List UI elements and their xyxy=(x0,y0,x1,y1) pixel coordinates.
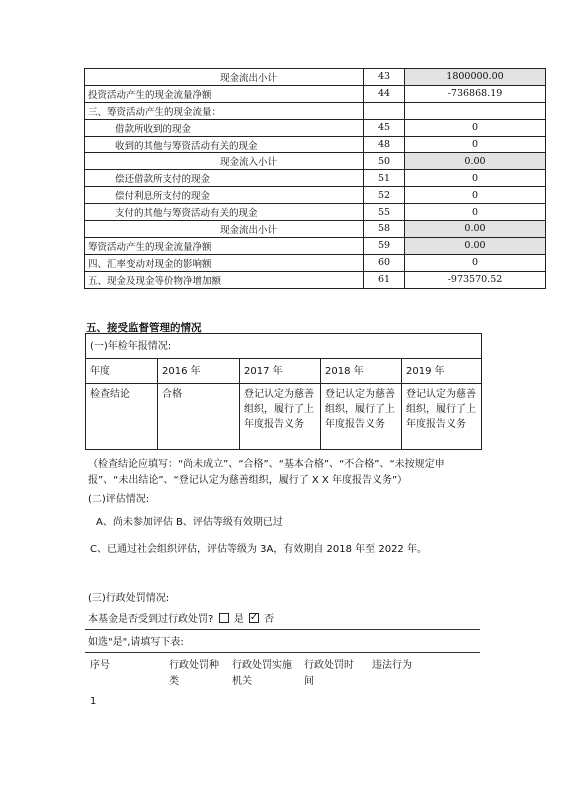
cashflow-line-number: 43 xyxy=(364,69,405,86)
cashflow-row xyxy=(85,136,546,153)
annual-header-year: 年度 xyxy=(86,359,158,384)
cashflow-row xyxy=(85,69,546,86)
cashflow-line-number: 59 xyxy=(364,237,405,254)
annual-result-2019: 登记认定为慈善组织，履行了上年度报告义务 xyxy=(402,384,482,450)
cashflow-item-label: 收到的其他与筹资活动有关的现金 xyxy=(85,136,364,153)
cashflow-row xyxy=(85,187,546,204)
no-checkbox[interactable] xyxy=(249,613,259,623)
cashflow-line-number: 58 xyxy=(364,221,405,238)
penalty-question: 本基金是否受到过行政处罚? xyxy=(88,614,214,625)
evaluation-options-ab: A、尚未参加评估 B、评估等级有效期已过 xyxy=(96,517,283,528)
cashflow-line-number: 44 xyxy=(364,85,405,102)
penalty-question-line xyxy=(88,612,274,628)
cashflow-row xyxy=(85,85,546,102)
page-number: 1 xyxy=(90,696,97,707)
cashflow-amount: -973570.52 xyxy=(405,271,546,288)
annual-header-2016: 2016 年 xyxy=(158,359,240,384)
penalty-col-authority: 行政处罚实施机关 xyxy=(232,660,292,687)
annual-result-2016: 合格 xyxy=(158,384,240,450)
cashflow-row xyxy=(85,204,546,221)
cashflow-row xyxy=(85,221,546,238)
cashflow-item-label: 筹资活动产生的现金流量净额 xyxy=(85,237,364,254)
cashflow-table xyxy=(84,68,546,289)
cashflow-line-number: 60 xyxy=(364,254,405,271)
cashflow-line-number: 50 xyxy=(364,153,405,170)
cashflow-line-number: 45 xyxy=(364,119,405,136)
cashflow-amount: 0 xyxy=(405,254,546,271)
divider xyxy=(85,652,480,653)
annual-result-2017: 登记认定为慈善组织，履行了上年度报告义务 xyxy=(240,384,321,450)
penalty-col-type: 行政处罚种类 xyxy=(169,660,219,687)
cashflow-amount: 0.00 xyxy=(405,153,546,170)
cashflow-amount: 0 xyxy=(405,204,546,221)
no-label: 否 xyxy=(264,614,275,625)
cashflow-item-label: 偿还借款所支付的现金 xyxy=(85,170,364,187)
annual-result-2018: 登记认定为慈善组织，履行了上年度报告义务 xyxy=(321,384,402,450)
cashflow-row xyxy=(85,254,546,271)
cashflow-amount: 0 xyxy=(405,119,546,136)
cashflow-row xyxy=(85,119,546,136)
annual-inspection-table xyxy=(85,333,482,450)
cashflow-line-number: 55 xyxy=(364,204,405,221)
cashflow-item-label: 偿付利息所支付的现金 xyxy=(85,187,364,204)
penalty-col-index: 序号 xyxy=(90,660,110,671)
cashflow-amount: 0.00 xyxy=(405,237,546,254)
cashflow-item-label: 投资活动产生的现金流量净额 xyxy=(85,85,364,102)
cashflow-amount xyxy=(405,102,546,119)
section-5-title: 五、接受监督管理的情况 xyxy=(86,322,202,334)
annual-table-title: (一)年检年报情况: xyxy=(86,334,482,359)
yes-label: 是 xyxy=(233,614,244,625)
penalty-col-violation: 违法行为 xyxy=(372,660,412,671)
cashflow-amount: 0.00 xyxy=(405,221,546,238)
annual-header-2019: 2019 年 xyxy=(402,359,482,384)
penalty-col-time: 行政处罚时间 xyxy=(304,660,354,687)
penalty-fill-hint: 如选"是",请填写下表: xyxy=(88,637,184,648)
cashflow-line-number: 51 xyxy=(364,170,405,187)
cashflow-line-number xyxy=(364,102,405,119)
evaluation-title: (二)评估情况: xyxy=(88,494,150,505)
annual-row-label: 检查结论 xyxy=(86,384,158,450)
cashflow-amount: 0 xyxy=(405,136,546,153)
annual-header-2017: 2017 年 xyxy=(240,359,321,384)
cashflow-item-label: 现金流出小计 xyxy=(85,69,364,86)
yes-checkbox[interactable] xyxy=(219,613,229,623)
cashflow-item-label: 现金流出小计 xyxy=(85,221,364,238)
annual-header-2018: 2018 年 xyxy=(321,359,402,384)
penalty-title: (三)行政处罚情况: xyxy=(88,593,170,604)
cashflow-item-label: 四、汇率变动对现金的影响额 xyxy=(85,254,364,271)
cashflow-line-number: 61 xyxy=(364,271,405,288)
cashflow-row xyxy=(85,170,546,187)
inspection-note: （检查结论应填写：“尚未成立”、“合格”、“基本合格”、“不合格”、“未按规定申报”、“未出结论”、“登记认定为慈善组织，履行了 X X 年度报告义务”） xyxy=(88,459,445,486)
cashflow-amount: -736868.19 xyxy=(405,85,546,102)
cashflow-row xyxy=(85,153,546,170)
cashflow-item-label: 现金流入小计 xyxy=(85,153,364,170)
cashflow-row xyxy=(85,271,546,288)
cashflow-line-number: 48 xyxy=(364,136,405,153)
cashflow-item-label: 支付的其他与筹资活动有关的现金 xyxy=(85,204,364,221)
cashflow-line-number: 52 xyxy=(364,187,405,204)
evaluation-option-c: C、已通过社会组织评估，评估等级为 3A，有效期自 2018 年至 2022 年。 xyxy=(90,544,427,555)
cashflow-item-label: 五、现金及现金等价物净增加额 xyxy=(85,271,364,288)
cashflow-amount: 0 xyxy=(405,170,546,187)
cashflow-amount: 0 xyxy=(405,187,546,204)
cashflow-amount: 1800000.00 xyxy=(405,69,546,86)
cashflow-row xyxy=(85,102,546,119)
cashflow-row xyxy=(85,237,546,254)
divider xyxy=(85,629,480,630)
cashflow-item-label: 借款所收到的现金 xyxy=(85,119,364,136)
cashflow-item-label: 三、筹资活动产生的现金流量： xyxy=(85,102,364,119)
